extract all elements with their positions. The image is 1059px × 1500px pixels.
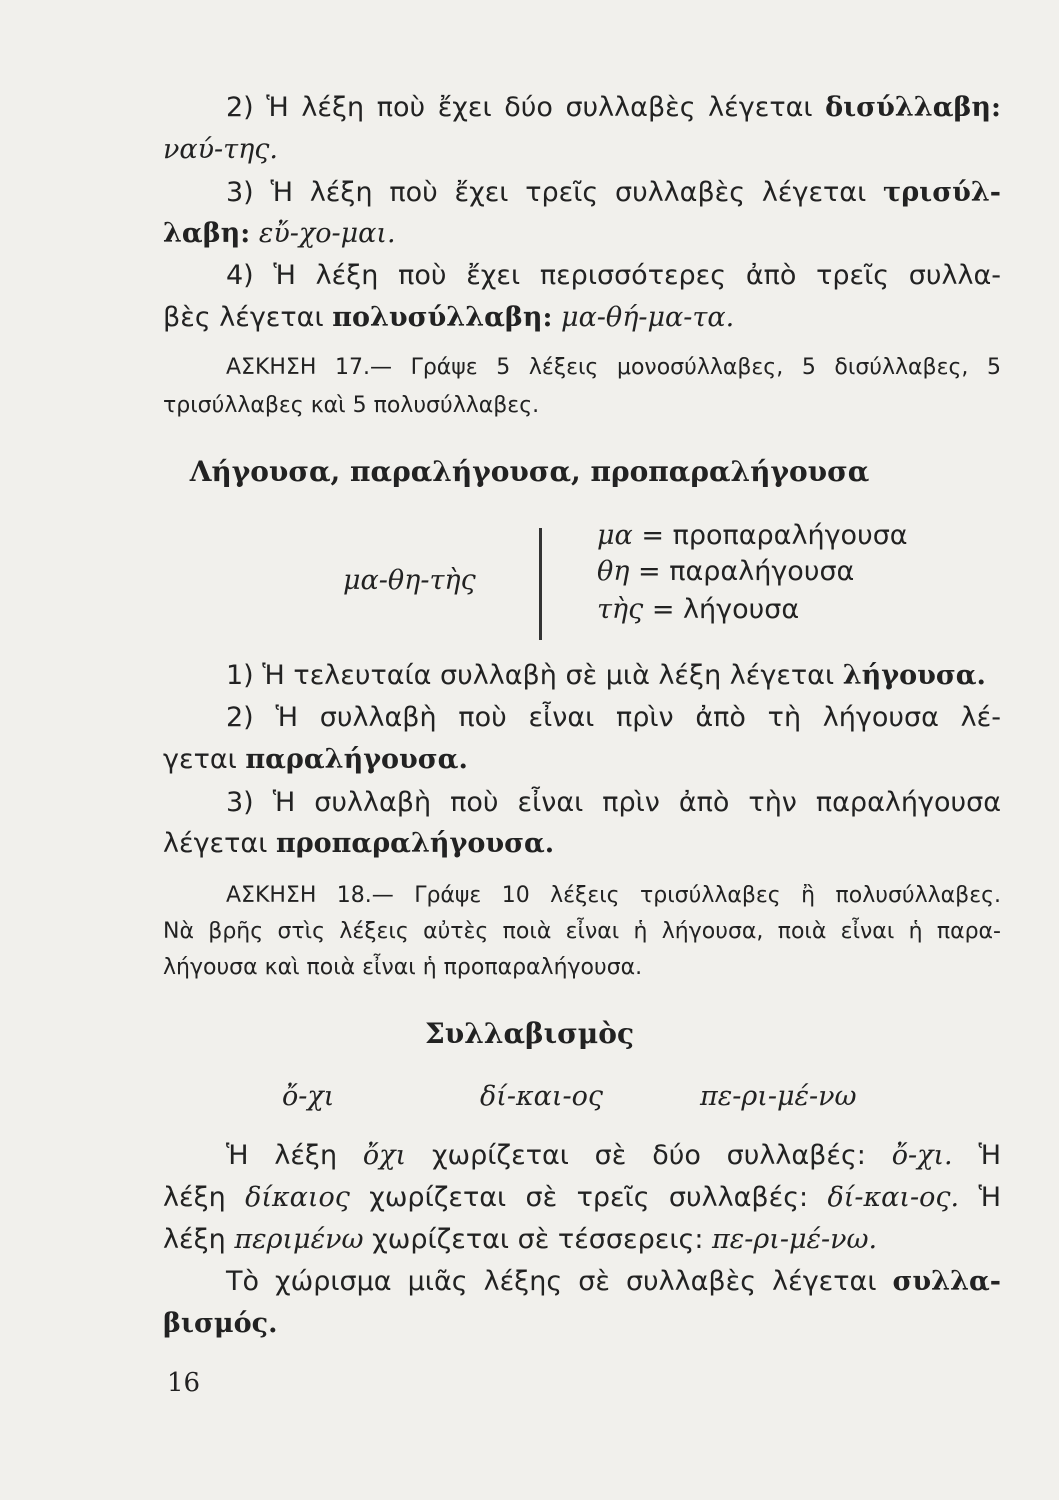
diagram-divider [539, 528, 542, 640]
term-trisyllabic: τρισύλ- [883, 177, 1001, 208]
stress-rule-1: 1) Ἡ τελευταία συλλαβὴ σὲ μιὰ λέξη λέγεται λήγουσα. [226, 660, 986, 691]
rule-4-line-2: βὲς λέγεται πολυσύλλαβη: μα-θή-μα-τα. [163, 302, 735, 333]
exercise-17-line-1: ΑΣΚΗΣΗ 17.— Γράψε 5 λέξεις μονοσύλλαβες, 5 δισύλλαβες, 5 [226, 355, 1001, 380]
section-heading-stress: Λήγουσα, παραλήγουσα, προπαραλήγουσα [189, 455, 870, 488]
rule-2-line-2 [163, 132, 1001, 168]
final-para-line-3: λέξη περιμένω χωρίζεται σὲ τέσσερεις: πε-ρι-μέ-νω. [163, 1224, 878, 1255]
section-heading-syllabification: Συλλαβισμὸς [424, 1017, 635, 1050]
term-syllabification: συλλα- [892, 1266, 1001, 1297]
rule-3-line-2: λαβη: εὔ-χο-μαι. [163, 218, 396, 249]
exercise-18-line-2: Νὰ βρῆς στὶς λέξεις αὐτὲς ποιὰ εἶναι ἡ λήγουσα, ποιὰ εἶναι ἡ παρα- [163, 919, 1001, 944]
rule-4-line-1: 4) Ἡ λέξη ποὺ ἔχει περισσότερες ἀπὸ τρεῖς συλλα- [226, 260, 1001, 291]
final-para-line-2: λέξη δίκαιος χωρίζεται σὲ τρεῖς συλλαβές: δί-και-ος. Ἡ [163, 1182, 1002, 1213]
stress-rule-2-line-2: γεται παραλήγουσα. [163, 744, 468, 775]
stress-rule-2-line-1: 2) Ἡ συλλαβὴ ποὺ εἶναι πρὶν ἀπὸ τὴ λήγουσα λέ- [226, 702, 1001, 733]
rule-3-line-1: 3) Ἡ λέξη ποὺ ἔχει τρεῖς συλλαβὲς λέγεται τρισύλ- [226, 177, 1001, 208]
term-disyllabic: δισύλλαβη: [825, 92, 1001, 123]
exercise-17-line-2: τρισύλλαβες καὶ 5 πολυσύλλαβες. [163, 393, 540, 418]
term-penult: παραλήγουσα. [245, 744, 468, 775]
exercise-18-line-1: ΑΣΚΗΣΗ 18.— Γράψε 10 λέξεις τρισύλλαβες ἢ πολυσύλλαβες. [226, 883, 1001, 908]
page-number: 16 [167, 1368, 201, 1398]
syllable-example-3: πε-ρι-μέ-νω [700, 1081, 857, 1112]
diagram-word: μα-θη-τὴς [343, 565, 476, 596]
final-para-line-1: Ἡ λέξη ὄχι χωρίζεται σὲ δύο συλλαβές: ὄ-χι. Ἡ [226, 1140, 1002, 1171]
syllable-example-1: ὄ-χι [282, 1081, 335, 1112]
term-antepenult: προπαραλήγουσα. [275, 828, 555, 859]
final-para-line-5: βισμός. [163, 1308, 278, 1339]
stress-rule-3-line-2: λέγεται προπαραλήγουσα. [163, 828, 555, 859]
term-ultima: λήγουσα. [842, 660, 986, 691]
exercise-18-line-3: λήγουσα καὶ ποιὰ εἶναι ἡ προπαραλήγουσα. [163, 955, 643, 980]
final-para-line-4: Τὸ χώρισμα μιᾶς λέξης σὲ συλλαβὲς λέγεται συλλα- [226, 1266, 1001, 1297]
example-polysyllabic: μα-θή-μα-τα. [561, 302, 735, 333]
syllable-example-2: δί-και-ος [480, 1081, 603, 1112]
diagram-row-antepenult: μα = προπαραλήγουσα [597, 520, 908, 551]
diagram-row-penult: θη = παραλήγουσα [597, 556, 855, 587]
stress-rule-3-line-1: 3) Ἡ συλλαβὴ ποὺ εἶναι πρὶν ἀπὸ τὴν παραλήγουσα [226, 787, 1001, 818]
rule-2-line-1: 2) Ἡ λέξη ποὺ ἔχει δύο συλλαβὲς λέγεται δισύλλαβη: [226, 92, 1001, 123]
diagram-row-ultima: τὴς = λήγουσα [597, 594, 800, 625]
example-disyllabic: ναύ-της. [163, 134, 279, 165]
term-polysyllabic: πολυσύλλαβη: [332, 302, 553, 333]
example-trisyllabic: εὔ-χο-μαι. [258, 218, 396, 249]
